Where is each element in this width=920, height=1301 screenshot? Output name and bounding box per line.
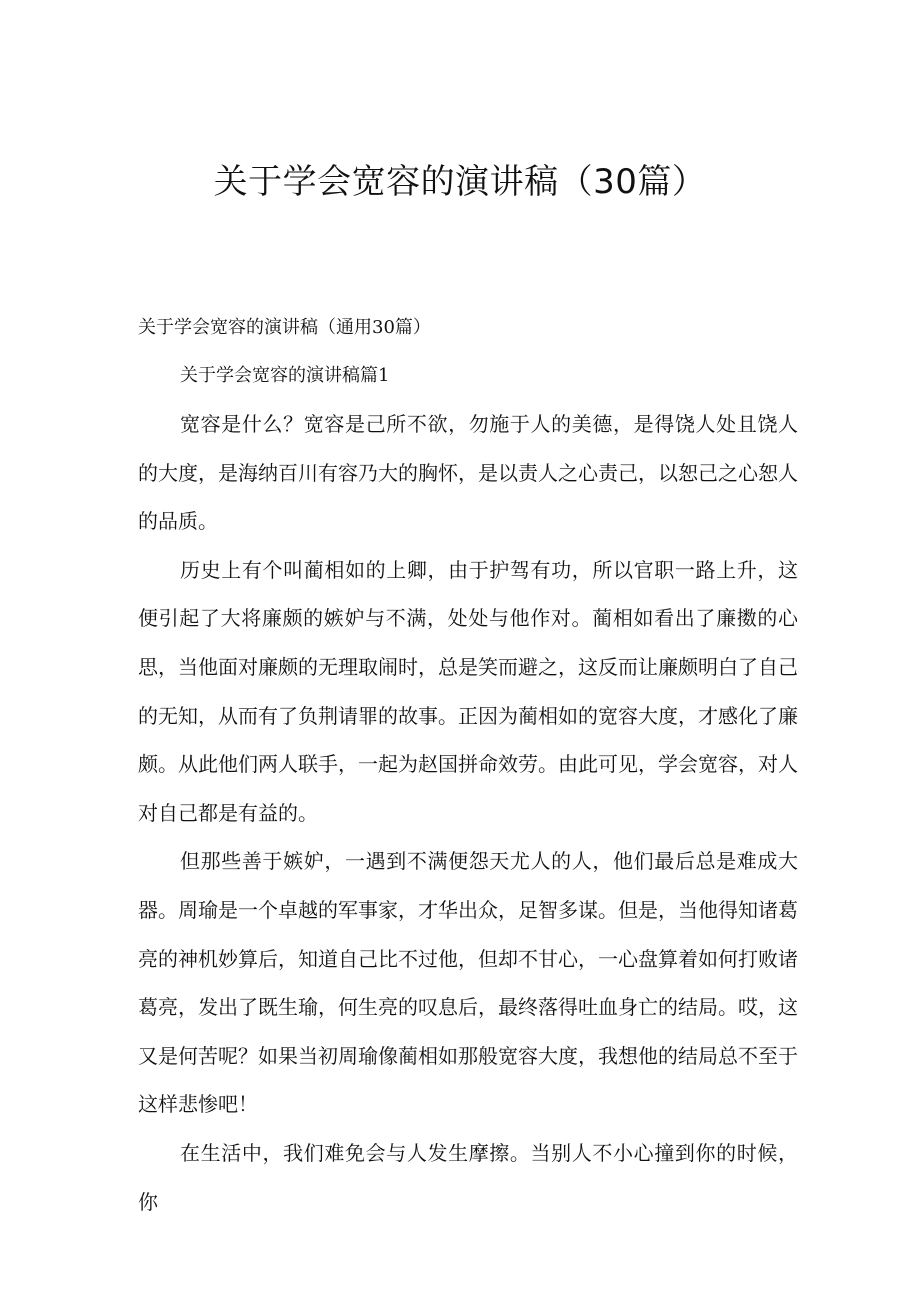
paragraph: 但那些善于嫉妒，一遇到不满便怨天尤人的人，他们最后总是难成大器。周瑜是一个卓越的军事家，才华出众，足智多谋。但是，当他得知诸葛亮的神机妙算后，知道自己比不过他，但却不甘心，一心盘算着如何打败诸葛亮，发出了既生瑜，何生亮的叹息后，最终落得吐血身亡的结局。哎，这又是何苦呢？如果当初周瑜像蔺相如那般宽容大度，我想他的结局总不至于这样悲惨吧！ [138, 849, 798, 1117]
section-heading: 关于学会宽容的演讲稿篇1 [180, 365, 390, 386]
paragraph: 历史上有个叫蔺相如的上卿，由于护驾有功，所以官职一路上升，这便引起了大将廉颇的嫉妒与不满，处处与他作对。蔺相如看出了廉擞的心思，当他面对廉颇的无理取闹时，总是笑而避之，这反而让廉颇明白了自己的无知，从而有了负荆请罪的故事。正因为蔺相如的宽容大度，才感化了廉颇。从此他们两人联手，一起为赵国拼命效劳。由此可见，学会宽容，对人对自己都是有益的。 [138, 557, 798, 825]
paragraph: 宽容是什么？宽容是己所不欲，勿施于人的美德，是得饶人处且饶人的大度，是海纳百川有容乃大的胸怀，是以责人之心责己，以恕己之心恕人的品质。 [138, 412, 798, 534]
document-body [138, 304, 798, 1226]
paragraph: 在生活中，我们难免会与人发生摩擦。当别人不小心撞到你的时候，你 [138, 1140, 798, 1214]
document-title: 关于学会宽容的演讲稿（30篇） [213, 162, 707, 202]
document-subtitle: 关于学会宽容的演讲稿（通用30篇） [138, 317, 431, 338]
